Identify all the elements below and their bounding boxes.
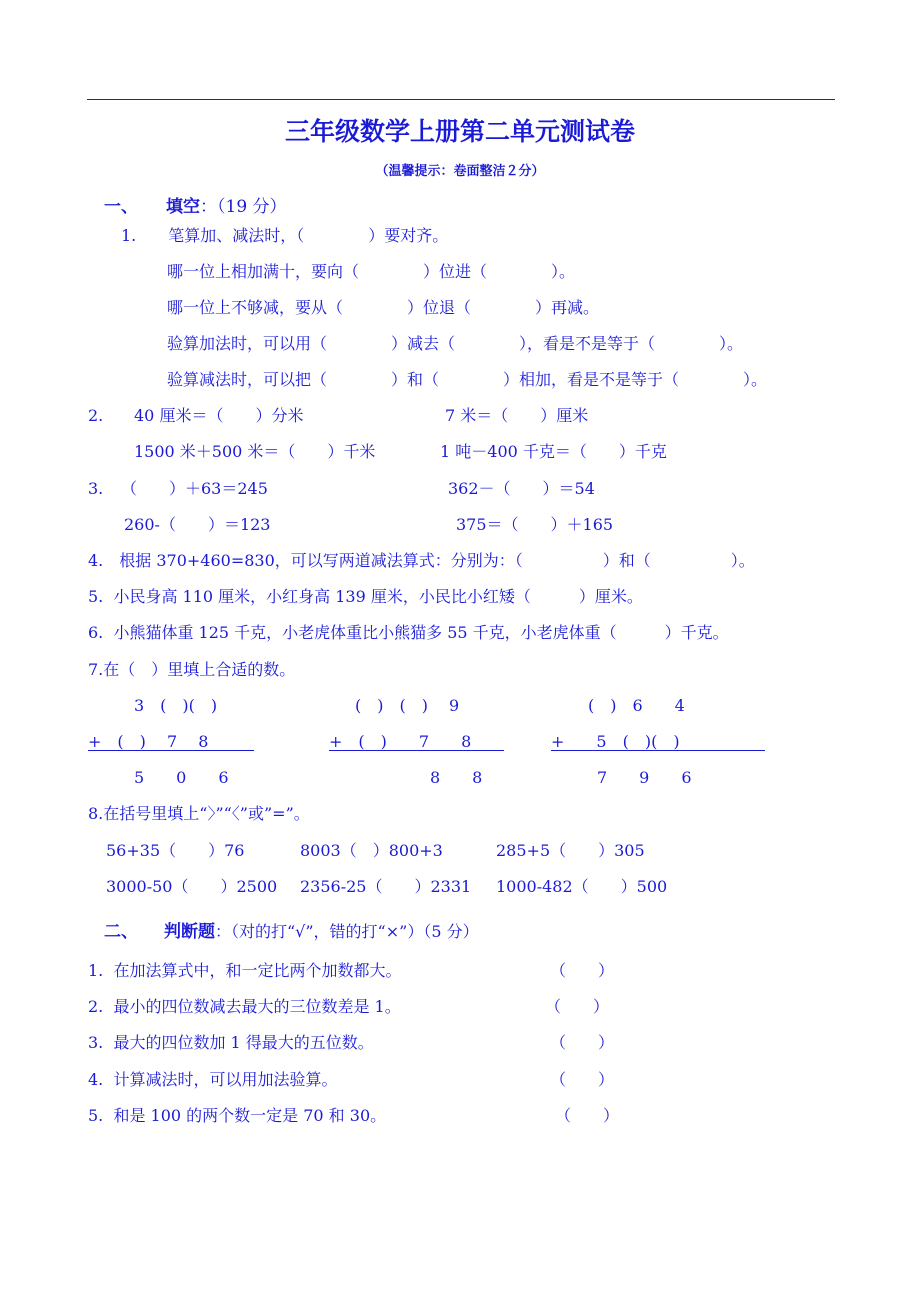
q2-item-a: 40 厘米＝（ ）分米 [134,406,304,425]
section-2-name: 判断题 [164,922,215,942]
q6-text: 6. 小熊猫体重 125 千克，小老虎体重比小熊猫多 55 千克，小老虎体重（ ）千克。 [88,623,729,642]
q7-problem-3-top: ( ) 6 4 [588,696,685,715]
q1-line-5: 验算减法时，可以把（ ）和（ ）相加，看是不是等于（ ）。 [167,370,768,389]
q8-item: 285+5（ ）305 [496,841,645,860]
q2-item-c: 1500 米＋500 米＝（ ）千米 [134,442,376,461]
judge-item-text: 5. 和是 100 的两个数一定是 70 和 30。 [88,1106,387,1125]
q7-problem-2-top: ( ) ( ) 9 [355,696,460,715]
judge-item-text: 2. 最小的四位数减去最大的三位数差是 1。 [88,997,401,1016]
q2-item-b: 7 米＝（ ）厘米 [445,406,589,425]
judge-item-blank: （ ） [550,961,615,980]
q1-line-4: 验算加法时，可以用（ ）减去（ ），看是不是等于（ ）。 [167,334,744,353]
judge-item-blank: （ ） [550,1070,615,1089]
section-1-score: ：（19 分） [200,197,287,217]
q3-item-d: 375＝（ ）＋165 [456,515,614,534]
q1-line-3: 哪一位上不够减，要从（ ）位退（ ）再减。 [167,298,600,317]
section-2-number: 二、 [104,922,138,942]
q7-problem-1-addend: + ( ) 7 8 [88,732,209,751]
q8-label: 8.在括号里填上“〉”“〈”或”=”。 [88,804,310,823]
page-title: 三年级数学上册第二单元测试卷 [284,117,635,146]
q8-item: 1000-482（ ）500 [496,877,668,896]
judge-item-text: 1. 在加法算式中，和一定比两个加数都大。 [88,961,402,980]
q1-line-2: 哪一位上相加满十，要向（ ）位进（ ）。 [167,262,576,281]
judge-item-blank: （ ） [555,1106,620,1125]
section-1-number: 一、 [104,197,138,217]
section-1-heading [104,192,287,217]
q2-item-d: 1 吨－400 千克＝（ ）千克 [440,442,667,461]
q5-text: 5. 小民身高 110 厘米，小红身高 139 厘米，小民比小红矮（ ）厘米。 [88,587,643,606]
q8-item: 2356-25（ ）2331 [300,877,472,896]
q8-item: 8003（ ）800+3 [300,841,443,860]
q7-problem-2-sum: 8 8 [430,768,483,787]
q7-problem-1-sum: 5 0 6 [134,768,229,787]
q8-item: 3000-50（ ）2500 [106,877,278,896]
section-2-score: ：（对的打“√”，错的打“×”）（5 分） [215,922,479,941]
q4-text: 4. 根据 370+460=830，可以写两道减法算式：分别为：（ ）和（ ）。 [88,551,755,570]
section-2-heading [104,917,479,942]
judge-item-blank: （ ） [545,997,610,1016]
q1-line-1: 1. 笔算加、减法时，（ ）要对齐。 [121,226,449,245]
q7-label: 7.在（ ）里填上合适的数。 [88,660,296,679]
q3-item-c: 260-（ ）＝123 [124,515,271,534]
q3-item-a: （ ）＋63＝245 [121,479,268,498]
judge-item-text: 3. 最大的四位数加 1 得最大的五位数。 [88,1033,374,1052]
q8-item: 56+35（ ）76 [106,841,245,860]
q7-problem-2-addend: + ( ) 7 8 [329,732,472,751]
q2-number: 2. [88,406,104,425]
q7-problem-3-underline [551,750,765,751]
q3-number: 3. [88,479,104,498]
q3-item-b: 362－（ ）＝54 [448,479,595,498]
judge-item-blank: （ ） [550,1033,615,1052]
section-1-name: 填空 [166,197,200,217]
judge-item-text: 4. 计算减法时，可以用加法验算。 [88,1070,338,1089]
q7-problem-1-top: 3 ( )( ) [134,696,218,715]
header-rule [87,99,835,100]
hint-text: （温馨提示：卷面整洁２分） [375,164,545,179]
q7-problem-3-sum: 7 9 6 [597,768,692,787]
q7-problem-2-underline [329,750,504,751]
q7-problem-3-addend: + 5 ( )( ) [551,732,680,751]
q7-problem-1-underline [88,750,254,751]
